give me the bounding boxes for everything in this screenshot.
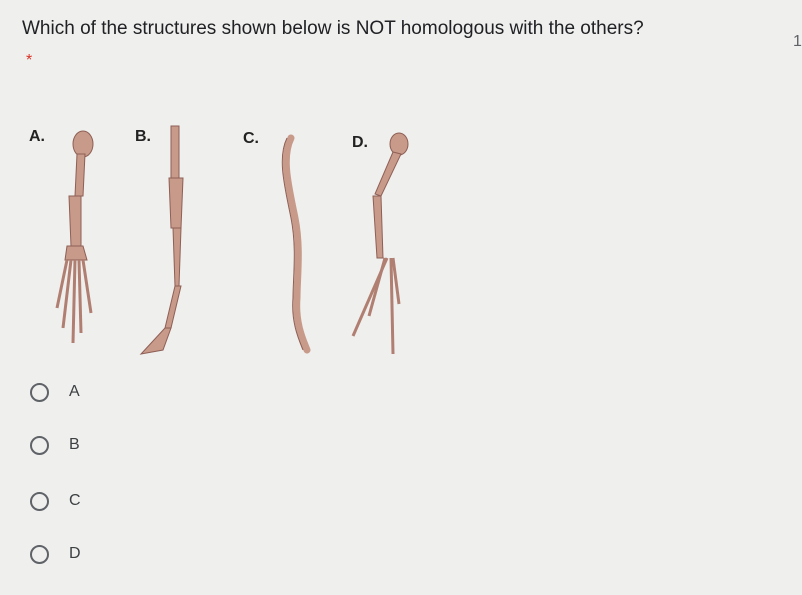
limb-bones-figure (25, 118, 425, 368)
limb-d (353, 133, 408, 354)
option-d-label: D (69, 545, 81, 562)
option-a[interactable] (30, 378, 80, 406)
required-marker: * (26, 52, 33, 69)
question-title: Which of the structures shown below is NOT homologous with the others? (22, 18, 644, 39)
radio-c[interactable] (30, 492, 49, 511)
limb-bones-drawing (25, 118, 425, 368)
radio-b[interactable] (30, 436, 49, 455)
radio-a[interactable] (30, 383, 49, 402)
limb-a (57, 131, 93, 343)
option-b[interactable] (30, 431, 80, 459)
radio-d[interactable] (30, 545, 49, 564)
option-d[interactable] (30, 540, 81, 568)
option-a-label: A (69, 383, 80, 400)
figure-label-b: B. (135, 128, 151, 145)
option-c[interactable] (30, 487, 81, 515)
figure-label-c: C. (243, 130, 259, 147)
figure-label-a: A. (29, 128, 45, 145)
points-label: 1 (793, 33, 802, 50)
figure-label-d: D. (352, 134, 368, 151)
option-b-label: B (69, 436, 80, 453)
limb-c (286, 138, 307, 350)
limb-b (141, 126, 183, 354)
option-c-label: C (69, 492, 81, 509)
